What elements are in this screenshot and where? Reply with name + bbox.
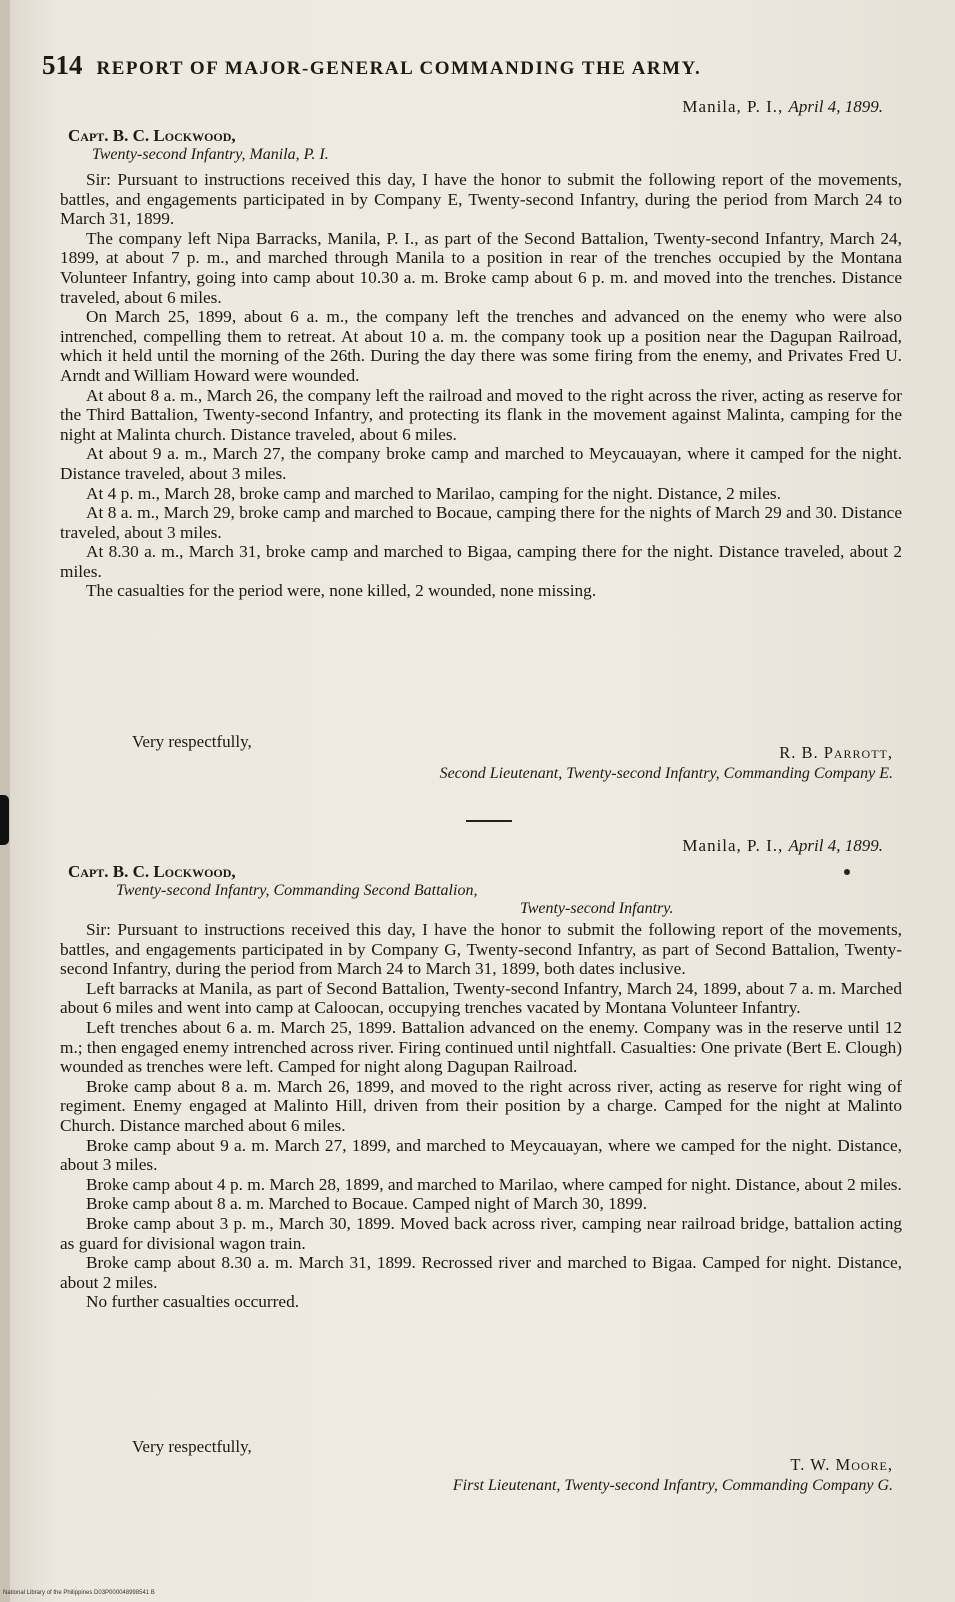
binding-mark [0,795,9,845]
report1-dateline [682,97,883,117]
report1-paragraph: At 4 p. m., March 28, broke camp and marched to Marilao, camping for the night. Distance, 2 miles. [86,483,781,503]
report1-paragraph: At 8.30 a. m., March 31, broke camp and marched to Bigaa, camping there for the night. Distance traveled, about 2 miles. [60,542,902,581]
section-divider [466,820,512,822]
ink-dot [844,869,850,875]
report1-paragraph: At about 9 a. m., March 27, the company broke camp and marched to Meycauayan, where it camped for the night. Distance traveled, about 3 miles. [60,444,902,483]
report2-addressee-title-2: Twenty-second Infantry. [520,900,674,917]
report2-addressee: Capt. B. C. Lockwood, [68,862,236,881]
report2-paragraph: Broke camp about 4 p. m. March 28, 1899, and marched to Marilao, where camped for night. Distance, about 2 miles. [86,1174,902,1194]
report1-place: Manila, P. I., [682,97,789,116]
report2-paragraph: Broke camp about 8.30 a. m. March 31, 1899. Recrossed river and marched to Bigaa. Camped for night. Distance, about 2 miles. [60,1253,902,1292]
report1-paragraph: At about 8 a. m., March 26, the company left the railroad and moved to the right across the river, acting as reserve for the Third Battalion, Twenty-second Infantry, and protecting its flank in the movement against Malinta, camping for the night at Malinta church. Distance traveled, about 6 miles. [60,385,902,444]
report1-paragraph: Sir: Pursuant to instructions received this day, I have the honor to submit the following report of the movements, battles, and engagements participated in by Company E, Twenty-second Infantry, during the period from March 24 to March 31, 1899. [60,170,902,229]
report1-paragraph: At 8 a. m., March 29, broke camp and marched to Bocaue, camping there for the nights of March 29 and 30. Distance traveled, about 3 miles. [60,503,902,542]
report2-date: April 4, 1899. [788,836,883,855]
report2-paragraph: Broke camp about 8 a. m. Marched to Bocaue. Camped night of March 30, 1899. [86,1194,648,1214]
report2-paragraph: Left barracks at Manila, as part of Second Battalion, Twenty-second Infantry, March 24, 1899, about 7 a. m. Marched about 6 miles and went into camp at Caloocan, occupying trenches vacated by Montana Volunteer Infantry. [60,978,902,1018]
report1-date: April 4, 1899. [788,97,883,116]
page-title: REPORT OF MAJOR-GENERAL COMMANDING THE ARMY. [96,58,702,79]
report1-addressee-title: Twenty-second Infantry, Manila, P. I. [92,146,329,163]
report1-addressee: Capt. B. C. Lockwood, [68,126,236,145]
report2-paragraph: Sir: Pursuant to instructions received this day, I have the honor to submit the following report of the movements, battles, and engagements participated in by Company G, Twenty-second Infantry, as part of Second Battalion, Twenty-second Infantry, during the period from March 24 to March 31, 1899, both dates inclusive. [60,920,902,979]
report2-dateline [682,836,883,856]
report1-paragraph: On March 25, 1899, about 6 a. m., the company left the trenches and advanced on the enemy who were also intrenched, compelling them to retreat. At about 10 a. m. the company took up a position near the Dagupan Railroad, which it held until the morning of the 26th. During the day there was some firing from the enemy, and Privates Fred U. Arndt and William Howard were wounded. [60,307,902,385]
report2-paragraph: Broke camp about 3 p. m., March 30, 1899. Moved back across river, camping near railroad bridge, battalion acting as guard for divisional wagon train. [60,1213,902,1253]
library-footer: National Library of the Philippines D03P000048998541 B [3,1590,155,1596]
report1-paragraph: The company left Nipa Barracks, Manila, P. I., as part of the Second Battalion, Twenty-second Infantry, March 24, 1899, at about 7 p. m., and marched through Manila to a position in rear of the trenches occupied by the Montana Volunteer Infantry, going into camp about 10.30 a. m. Broke camp about 6 p. m. and moved into the trenches. Distance traveled, about 6 miles. [60,228,902,307]
report2-signer: T. W. Moore, [790,1455,893,1474]
page-header [42,50,902,81]
report1-paragraph: The casualties for the period were, none killed, 2 wounded, none missing. [86,581,597,601]
report1-signer: R. B. Parrott, [779,743,893,762]
report2-place: Manila, P. I., [682,836,789,855]
report2-paragraph: No further casualties occurred. [86,1292,300,1312]
report1-body [60,170,902,601]
report2-body [60,920,902,1312]
report2-addressee-title: Twenty-second Infantry, Commanding Second Battalion, [116,882,478,899]
report2-paragraph: Broke camp about 8 a. m. March 26, 1899, and moved to the right across river, acting as reserve for right wing of regiment. Enemy engaged at Malinto Hill, driven from their position by a charge. Camped for the night at Malinto Church. Distance marched about 6 miles. [60,1076,902,1135]
report1-closing: Very respectfully, [132,732,252,751]
page-number: 514 [42,50,83,80]
report2-closing: Very respectfully, [132,1437,252,1456]
report1-signer-title: Second Lieutenant, Twenty-second Infantry, Commanding Company E. [439,765,893,782]
report2-paragraph: Left trenches about 6 a. m. March 25, 1899. Battalion advanced on the enemy. Company was in the reserve until 12 m.; then engaged enemy intrenched across river. Firing continued until nightfall. Casualties: One private (Bert E. Clough) wounded as trenches were left. Camped for night along Dagupan Railroad. [60,1017,902,1077]
report2-paragraph: Broke camp about 9 a. m. March 27, 1899, and marched to Meycauayan, where we camped for the night. Distance, about 3 miles. [60,1135,902,1175]
report2-signer-title: First Lieutenant, Twenty-second Infantry, Commanding Company G. [452,1477,893,1494]
